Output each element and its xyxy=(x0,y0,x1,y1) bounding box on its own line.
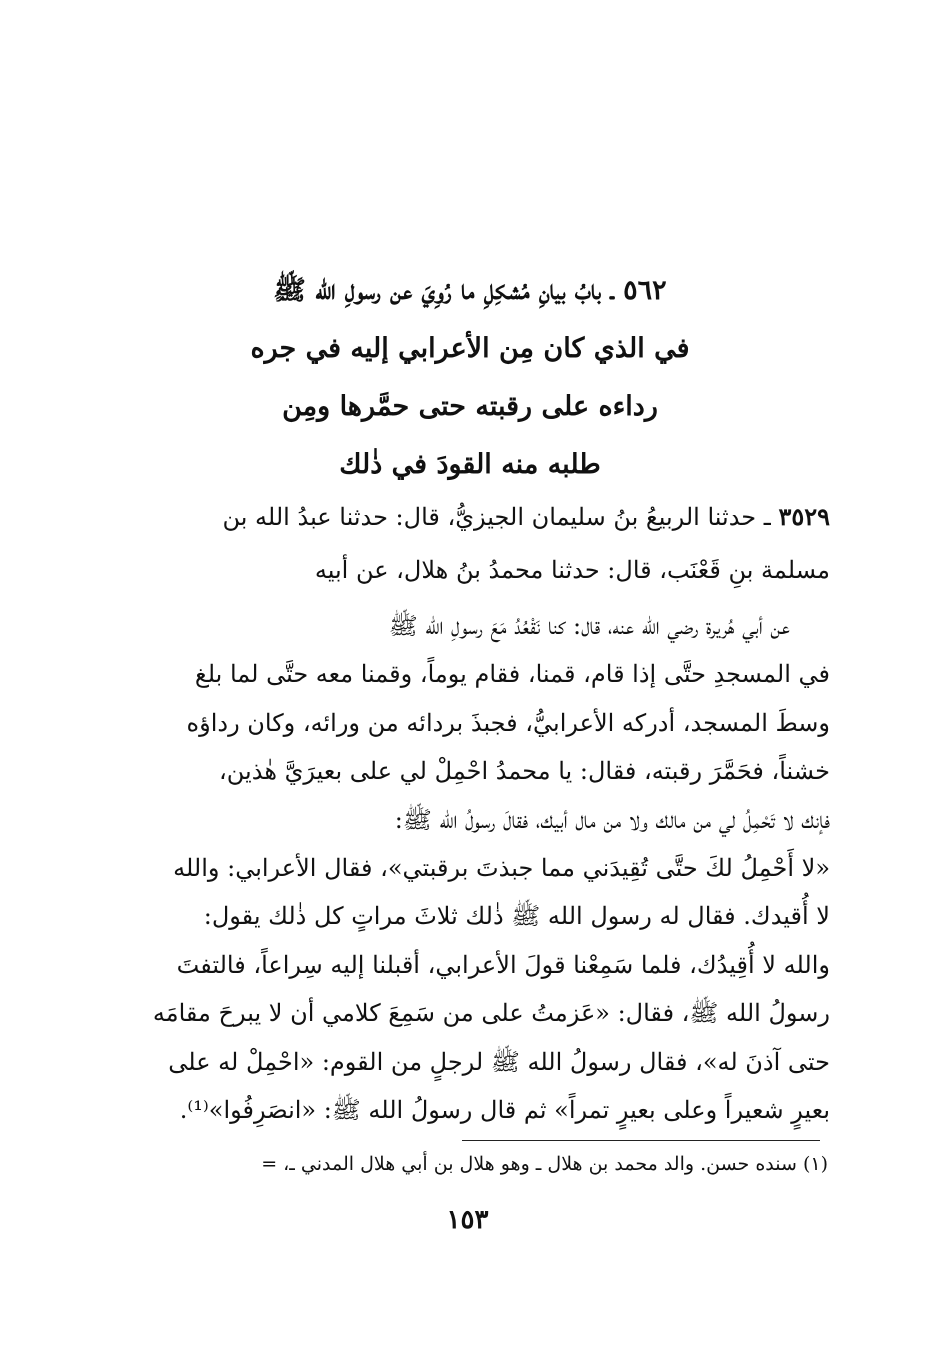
page-number: ١٥٣ xyxy=(446,1205,489,1235)
hadith-text xyxy=(118,602,830,1134)
isnad-line-1 xyxy=(118,490,830,544)
body-line-4: خشناً، فحَمَّرَ رقبته، فقال: يا محمدُ احْمِلْ لي على بعيرَيَّ هٰذين، xyxy=(219,757,830,786)
body-line-9: رسولُ الله ﷺ، فقال: «عَزمتُ على من سَمِعَ كلامي أن لا يبرحَ مقامَه xyxy=(152,999,830,1028)
body-line-1: عن أبي هُريرة رضي الله عنه، قال: كنا نَقْعُدُ مَعَ رسولِ الله ﷺ xyxy=(388,612,790,640)
body-line-8: والله لا أُقِيدُك، فلما سَمِعْنا قولَ الأعرابي، أقبلنا إليه سِراعاً، فالتفتَ xyxy=(176,950,830,979)
heading-line-4: طلبه منه القودَ في ذٰلك xyxy=(339,449,601,480)
footnote-divider xyxy=(462,1140,820,1141)
body-line-5: فإنك لا تَحْمِلُ لي من مالك ولا من مال أبيك، فقالَ رسولُ الله ﷺ: xyxy=(394,805,830,834)
body-line-10: حتى آذنَ له»، فقال رسولُ الله ﷺ لرجلٍ من القوم: «احْمِلْ له على xyxy=(168,1047,830,1076)
heading-line-2: في الذي كان مِن الأعرابي إليه في جره xyxy=(250,333,690,364)
body-line-2: في المسجدِ حتَّى إذا قام، قمنا، فقام يوماً، وقمنا معه حتَّى لما بلغ xyxy=(194,660,830,689)
isnad-line-2: مسلمة بنِ قَعْنَب، قال: حدثنا محمدُ بنُ هلال، عن أبيه xyxy=(314,556,830,584)
hadith-isnad xyxy=(118,490,830,597)
body-line-6: «لا أَحْمِلُ لكَ حتَّى تُقِيدَني مما جبذتَ برقبتي»، فقال الأعرابي: والله xyxy=(173,854,830,883)
body-line-7: لا أُقيدك. فقال له رسول الله ﷺ ذٰلك ثلاثَ مراتٍ كل ذٰلك يقول: xyxy=(203,902,830,931)
footnote: (١) سنده حسن. والد محمد بن هلال ـ وهو هلال بن أبي هلال المدني ـ، = xyxy=(261,1153,828,1175)
heading-line-1: ٥٦٢ ـ بابُ بيانِ مُشكِلِ ما رُوِيَ عن رسولِ الله ﷺ xyxy=(273,275,667,306)
heading-line-3: رداءه على رقبته حتى حمَّرها ومِن xyxy=(282,391,658,422)
body-line-3: وسطَ المسجد، أدركه الأعرابيُّ، فجبذَ بردائه من ورائه، وكان رداؤه xyxy=(186,708,830,737)
isnad-line-1-text: ـ حدثنا الربيعُ بنُ سليمان الجيزيُّ، قال: حدثنا عبدُ الله بن xyxy=(222,503,779,531)
chapter-heading xyxy=(120,262,820,494)
body-line-11: بعيرٍ شعيراً وعلى بعيرٍ تمراً» ثم قال رسولُ الله ﷺ: «انصَرِفُوا»⁽¹⁾. xyxy=(179,1096,830,1125)
hadith-number: ٣٥٢٩ xyxy=(778,502,830,531)
